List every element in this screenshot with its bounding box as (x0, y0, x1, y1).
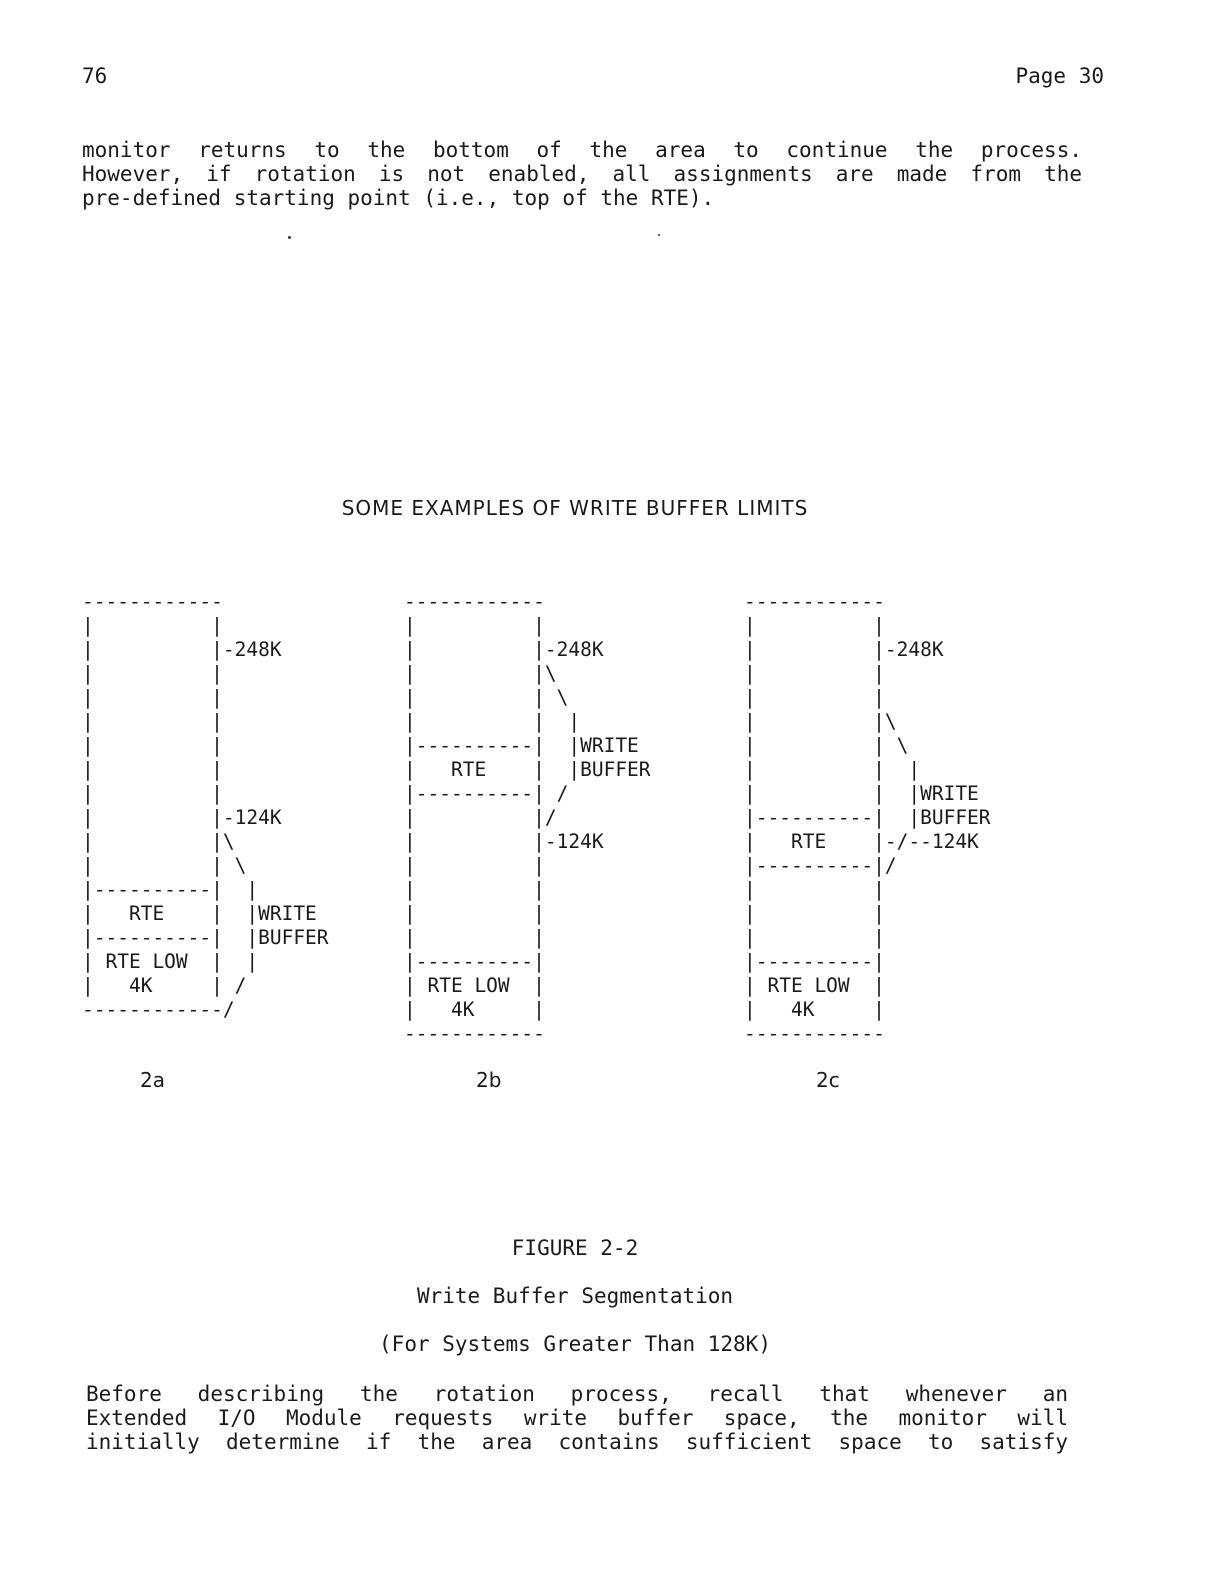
bottom-paragraph (86, 1382, 1068, 1454)
diagram-art: ------------ | | | |-248K | | | | | | | | | | | | | |-124K | |\ | | \ |----------| | | RTE | |WRITE |----------| |BUFFER | RTE LOW | | | 4K | / ------------/ (82, 590, 329, 1021)
paragraph-line: Before describing the rotation process, recall that whenever an (86, 1382, 1068, 1406)
memory-diagram-2c (744, 590, 991, 1046)
top-paragraph (82, 138, 1082, 210)
page-number: 76 (82, 64, 108, 88)
paragraph-line: Extended I/O Module requests write buffer space, the monitor will (86, 1406, 1068, 1430)
scan-speck (658, 234, 660, 236)
page-label: Page 30 (1015, 64, 1104, 88)
diagram-art: ------------ | | | |-248K | |\ | | \ | | | |----------| |WRITE | RTE | |BUFFER |----------| / | |/ | |-124K | | | | | | | | |----------| | RTE LOW | | 4K | ------------ (404, 590, 651, 1045)
memory-diagram-2a (82, 590, 329, 1022)
diagram-label-2c: 2c (816, 1068, 840, 1092)
paragraph-line: pre-defined starting point (i.e., top of the RTE). (82, 186, 715, 210)
diagram-label-2a: 2a (140, 1068, 165, 1092)
figure-caption-subtitle: (For Systems Greater Than 128K) (379, 1332, 771, 1356)
paragraph-line: monitor returns to the bottom of the area to continue the process. (82, 138, 1082, 162)
diagram-label-2b: 2b (476, 1068, 502, 1092)
figure-heading: SOME EXAMPLES OF WRITE BUFFER LIMITS (341, 496, 809, 520)
paragraph-line: However, if rotation is not enabled, all assignments are made from the (82, 162, 1082, 186)
figure-caption-number: FIGURE 2-2 (511, 1236, 639, 1260)
diagram-art: ------------ | | | |-248K | | | | | |\ | | \ | | | | | |WRITE |----------| |BUFFER | RTE |-/--124K |----------|/ | | | | | | |----------| | RTE LOW | | 4K | ------------ (744, 590, 991, 1045)
scan-speck (288, 236, 291, 239)
memory-diagram-2b (404, 590, 651, 1046)
figure-caption-title: Write Buffer Segmentation (416, 1284, 734, 1308)
paragraph-line: initially determine if the area contains sufficient space to satisfy (86, 1430, 1068, 1454)
